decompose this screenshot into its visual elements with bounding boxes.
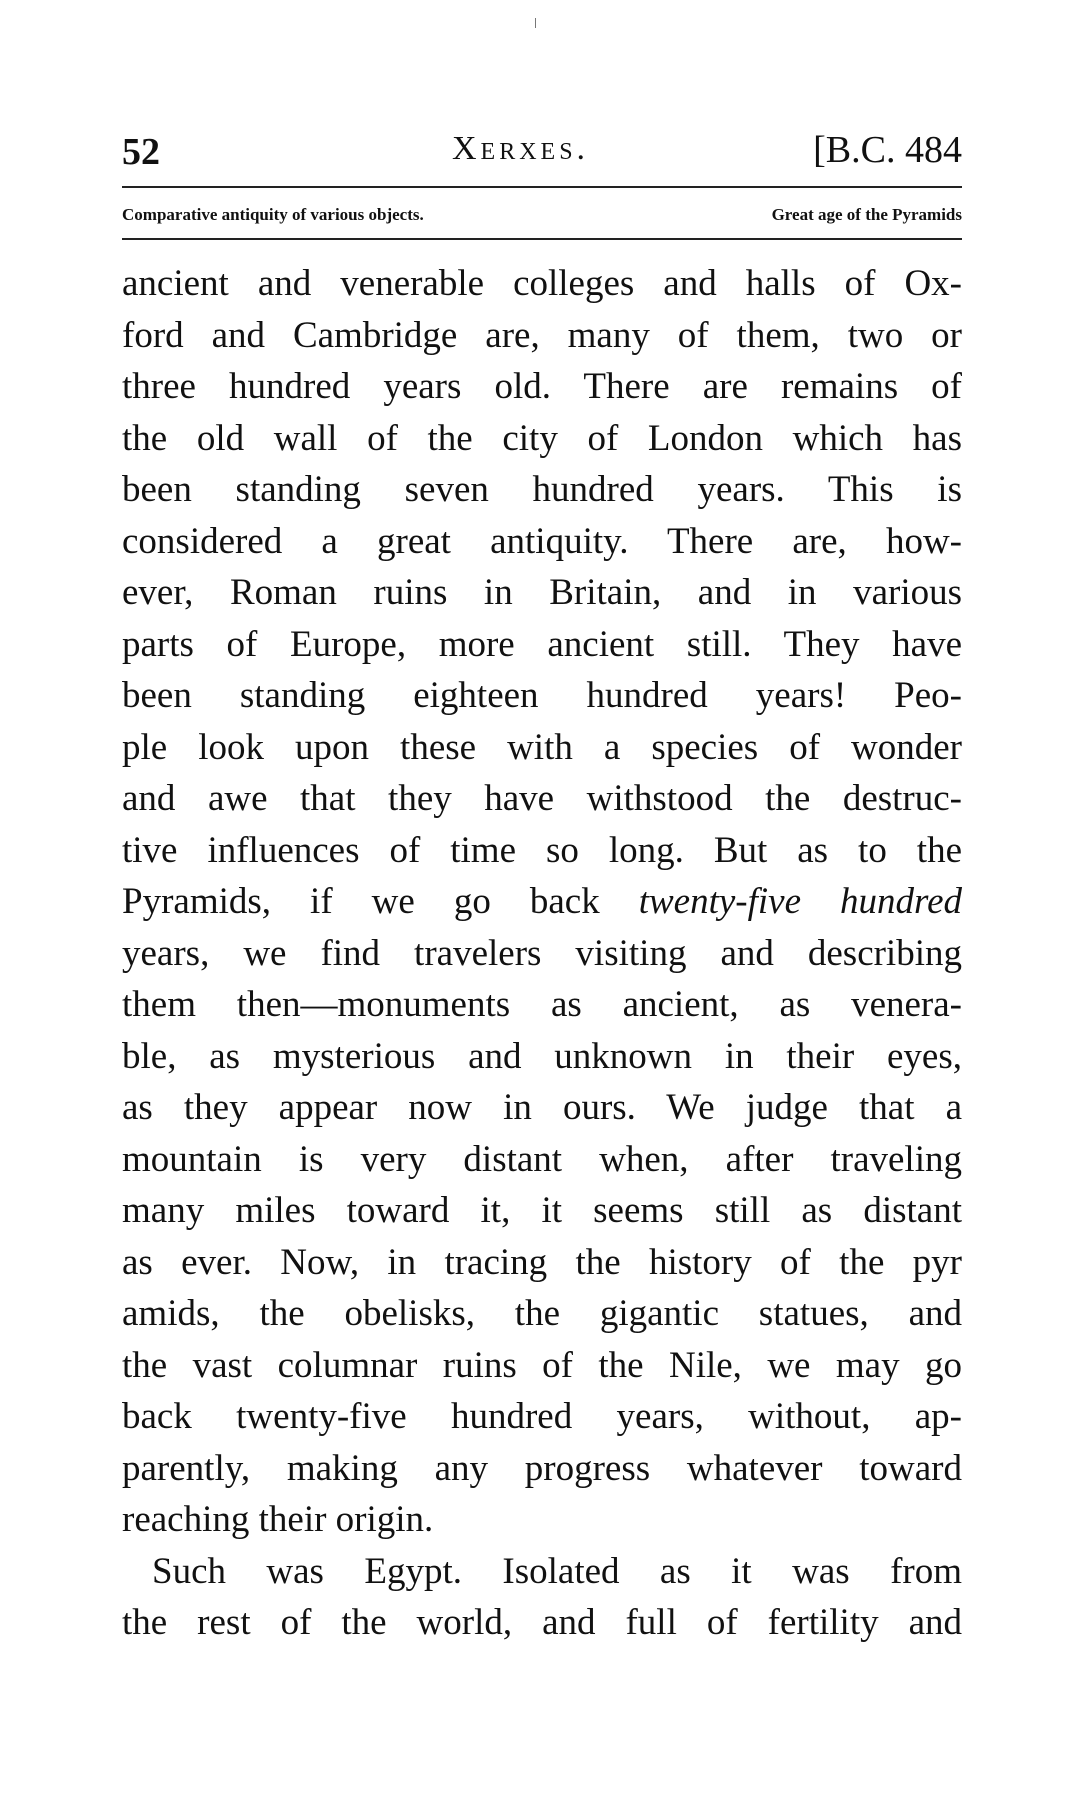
text-line: reaching their origin. <box>122 1499 434 1540</box>
text-line: parently, making any progress whatever toward <box>122 1447 962 1489</box>
sidenote-right: Great age of the Pyramids <box>771 205 962 224</box>
text-line: ble, as mysterious and unknown in their eyes, <box>122 1035 962 1077</box>
sidenote-left: Comparative antiquity of various objects. <box>122 205 424 224</box>
print-mark <box>535 18 536 28</box>
italic-emphasis: twenty-five hundred <box>638 881 962 922</box>
header-rule-top <box>122 186 962 188</box>
text-line: ever, Roman ruins in Britain, and in various <box>122 572 962 613</box>
text-line: ford and Cambridge are, many of them, two or <box>122 314 962 356</box>
body-text <box>122 258 962 1649</box>
text-line: the old wall of the city of London which has <box>122 417 962 459</box>
text-line: parts of Europe, more ancient still. They have <box>122 623 962 665</box>
text-line: the rest of the world, and full of fertility and <box>122 1602 962 1643</box>
page-number: 52 <box>122 131 160 173</box>
running-header <box>122 120 962 180</box>
text-line <box>122 876 962 928</box>
running-title: Xerxes. <box>452 130 590 167</box>
text-line: tive influences of time so long. But as to the <box>122 829 962 871</box>
text-line: back twenty-five hundred years, without, ap- <box>122 1396 962 1437</box>
text-line: three hundred years old. There are remains of <box>122 366 962 407</box>
text-line: them then—monuments as ancient, as venera- <box>122 984 962 1025</box>
text-line: as they appear now in ours. We judge that a <box>122 1087 962 1128</box>
header-rule-bottom <box>122 238 962 240</box>
text-line: the vast columnar ruins of the Nile, we may go <box>122 1344 962 1386</box>
text-line: ple look upon these with a species of wonder <box>122 726 962 768</box>
text-line: ancient and venerable colleges and halls of Ox- <box>122 263 962 304</box>
text-line: and awe that they have withstood the destruc- <box>122 778 962 819</box>
text-line: mountain is very distant when, after traveling <box>122 1138 962 1180</box>
text-line: considered a great antiquity. There are, how- <box>122 520 962 562</box>
text-line: been standing eighteen hundred years! Peo- <box>122 675 962 716</box>
text-line: amids, the obelisks, the gigantic statues, and <box>122 1293 962 1334</box>
text-line: been standing seven hundred years. This is <box>122 469 962 510</box>
text-line: as ever. Now, in tracing the history of the pyr <box>122 1241 962 1283</box>
paragraph-start-line: Such was Egypt. Isolated as it was from <box>152 1550 962 1592</box>
text-line: years, we find travelers visiting and describing <box>122 932 962 974</box>
text-line-start: Pyramids, if we go back <box>122 881 639 922</box>
text-line: many miles toward it, it seems still as distant <box>122 1190 962 1231</box>
date-reference: [B.C. 484 <box>813 129 962 171</box>
